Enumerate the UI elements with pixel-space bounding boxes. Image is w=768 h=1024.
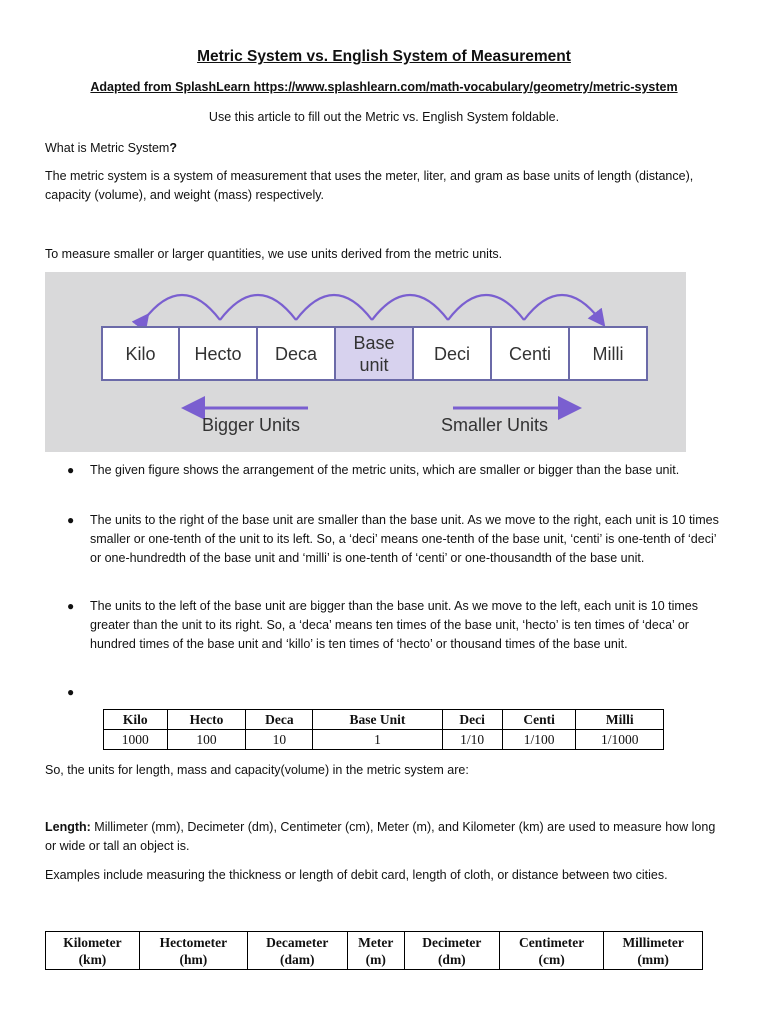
source-attribution: Adapted from SplashLearn https://www.splashlearn.com/math-vocabulary/geometry/metric-system — [90, 80, 678, 94]
bullet-dot: ● — [67, 685, 75, 699]
table-cell: 1/100 — [502, 730, 576, 750]
unit-box-deca: Deca — [256, 326, 336, 381]
table-header-cell — [247, 932, 347, 970]
table-cell: 100 — [167, 730, 246, 750]
table-header-cell: Centi — [502, 710, 576, 730]
smaller-units-label: Smaller Units — [441, 415, 549, 435]
unit-abbr: (dm) — [437, 951, 466, 967]
length-units-table — [45, 931, 703, 970]
unit-name: Centimeter — [518, 934, 585, 950]
table-header-row — [46, 932, 703, 970]
definition-paragraph: The metric system is a system of measurement that uses the meter, liter, and gram as base units of length (distance), capacity (volume), and weight (mass) respectively. — [45, 169, 694, 202]
length-paragraph — [45, 818, 725, 856]
question-heading — [45, 139, 725, 158]
unit-box-centi: Centi — [490, 326, 570, 381]
conversion-arcs — [144, 295, 600, 320]
bigger-units-label: Bigger Units — [202, 415, 301, 435]
unit-box-deci: Deci — [412, 326, 492, 381]
unit-abbr: (cm) — [538, 951, 565, 967]
bullet-text: The units to the right of the base unit are smaller than the base unit. As we move to the right, each unit is 10 times smaller or one-tenth of the unit to its left. So, a ‘deci’ means one-tenth of the base unit, ‘centi’ is one-tenth of ‘deci’ or one-hundredth of the base unit and ‘milli’ is one-tenth of ‘centi’ or one-thousandth of the base unit. — [90, 513, 719, 565]
units-intro: So, the units for length, mass and capacity(volume) in the metric system are: — [45, 763, 469, 777]
unit-abbr: (m) — [365, 951, 386, 967]
table-header-cell: Deci — [442, 710, 502, 730]
table-header-cell: Base Unit — [313, 710, 442, 730]
unit-name: Decimeter — [422, 934, 482, 950]
bullet-dot: ● — [67, 463, 75, 477]
unit-abbr: (dam) — [280, 951, 315, 967]
metric-units-diagram — [45, 272, 686, 452]
table-header-cell: Kilo — [104, 710, 168, 730]
unit-box-hecto: Hecto — [178, 326, 258, 381]
table-header-cell — [139, 932, 247, 970]
table-cell: 1000 — [104, 730, 168, 750]
length-text: Millimeter (mm), Decimeter (dm), Centimeter (cm), Meter (m), and Kilometer (km) are used to measure how long or wide or tall an object is. — [45, 820, 716, 853]
bullet-dot: ● — [67, 513, 75, 527]
unit-name: Kilometer — [63, 934, 122, 950]
unit-abbr: (mm) — [637, 951, 669, 967]
bullet-dot: ● — [67, 599, 75, 613]
derived-units-intro: To measure smaller or larger quantities, we use units derived from the metric units. — [45, 247, 503, 261]
table-cell: 10 — [246, 730, 313, 750]
question-mark: ? — [169, 141, 177, 155]
table-header-cell — [499, 932, 604, 970]
length-label: Length: — [45, 820, 91, 834]
unit-abbr: (km) — [78, 951, 107, 967]
instruction-text: Use this article to fill out the Metric vs. English System foldable. — [208, 110, 560, 124]
table-header-cell: Deca — [246, 710, 313, 730]
table-header-cell — [347, 932, 404, 970]
table-cell: 1 — [313, 730, 442, 750]
unit-box-base: Base unit — [334, 326, 414, 381]
unit-name: Meter — [358, 934, 394, 950]
table-header-cell — [404, 932, 499, 970]
table-header-cell: Milli — [576, 710, 664, 730]
unit-abbr: (hm) — [179, 951, 208, 967]
table-header-cell — [604, 932, 703, 970]
unit-name: Millimeter — [622, 934, 684, 950]
unit-name: Decameter — [266, 934, 329, 950]
table-cell: 1/10 — [442, 730, 502, 750]
prefix-value-table — [103, 709, 664, 750]
unit-box-milli: Milli — [568, 326, 648, 381]
unit-box-kilo: Kilo — [101, 326, 180, 381]
unit-name: Hectometer — [159, 934, 228, 950]
table-header-row — [104, 710, 664, 730]
page-title: Metric System vs. English System of Measurement — [197, 48, 571, 65]
bullet-text: The units to the left of the base unit are bigger than the base unit. As we move to the left, each unit is 10 times greater than the unit to its right. So, a ‘deca’ means ten times of the base unit, ‘hecto’ is ten times of ‘deca’ or hundred times of the base unit and ‘killo’ is ten times of ‘hecto’ or thousand times of the base unit. — [90, 599, 699, 651]
table-cell: 1/1000 — [576, 730, 664, 750]
table-row — [104, 730, 664, 750]
bullet-text: The given figure shows the arrangement of the metric units, which are smaller or bigger than the base unit. — [90, 463, 680, 477]
table-header-cell — [46, 932, 140, 970]
table-header-cell: Hecto — [167, 710, 246, 730]
examples-paragraph: Examples include measuring the thickness or length of debit card, length of cloth, or distance between two cities. — [45, 868, 668, 882]
question-text: What is Metric System — [45, 141, 170, 155]
